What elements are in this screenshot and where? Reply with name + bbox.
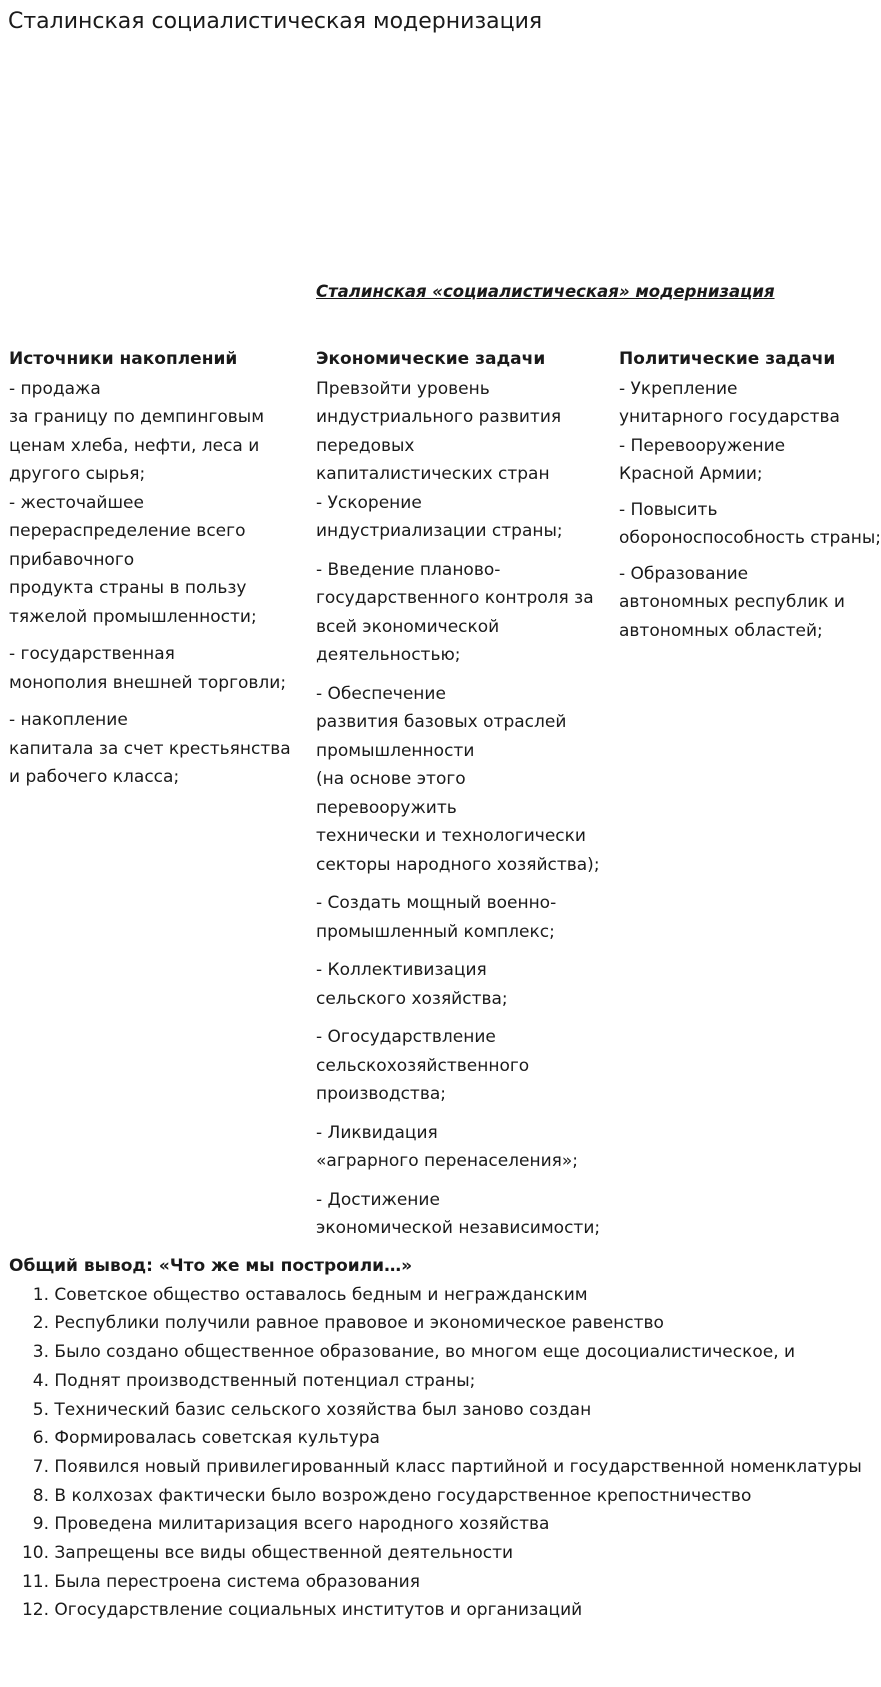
conclusion-section — [9, 1252, 862, 1625]
list-item-line: - Введение планово- — [316, 559, 501, 580]
list-item-line: тяжелой промышленности; — [9, 606, 257, 627]
conclusion-item — [9, 1396, 841, 1425]
list-item-line: развития базовых отраслей — [316, 712, 567, 732]
list-item — [619, 375, 841, 489]
list-item-line: - Укрепление — [619, 378, 738, 399]
list-item-line: другого сырья; — [9, 464, 146, 484]
list-item-line: автономных республик и — [619, 592, 845, 612]
list-item-line: - жесточайшее — [9, 492, 144, 513]
conclusion-item — [9, 1424, 841, 1453]
political-heading: Политические задачи — [619, 349, 836, 369]
list-item-line: капиталистических стран — [316, 464, 550, 484]
list-item-line: передовых — [316, 435, 415, 456]
sources-heading: Источники накоплений — [9, 349, 238, 369]
conclusion-item — [9, 1568, 841, 1597]
list-item-line: продукта страны в пользу — [9, 578, 247, 598]
list-item-line: Превзойти уровень — [316, 378, 490, 399]
conclusion-item — [9, 1510, 841, 1539]
conclusion-item-number: 10. — [21, 1543, 49, 1564]
conclusion-item — [9, 1482, 841, 1511]
conclusion-item-text: Было создано общественное образование, во многом еще досоциалистическое, и — [54, 1342, 796, 1363]
list-item — [9, 640, 314, 697]
list-item — [9, 706, 314, 792]
list-item — [316, 375, 616, 546]
conclusion-list — [9, 1281, 862, 1625]
conclusion-item-number: 7. — [32, 1456, 49, 1477]
list-item-line: - Ускорение — [316, 492, 422, 513]
list-item-line: - Повысить — [619, 499, 718, 520]
list-item-line: обороноспособность страны; — [619, 528, 881, 548]
conclusion-item-text: Поднят производственный потенциал страны; — [54, 1370, 476, 1391]
conclusion-item-number: 8. — [32, 1485, 49, 1506]
list-item-line: - Перевооружение — [619, 435, 786, 456]
conclusion-item-text: Проведена милитаризация всего народного хозяйства — [54, 1514, 550, 1535]
list-item-line: производства; — [316, 1084, 446, 1104]
political-column — [619, 345, 881, 652]
list-item-line: - Огосударствление — [316, 1027, 496, 1047]
conclusion-item-number: 1. — [32, 1284, 49, 1305]
list-item-line: технически и технологически — [316, 826, 586, 846]
list-item-line: - Образование — [619, 563, 749, 584]
list-item — [619, 560, 845, 646]
list-item-line: - Коллективизация — [316, 960, 487, 980]
list-item-line: сельскохозяйственного — [316, 1055, 530, 1076]
conclusion-item-number: 5. — [32, 1399, 49, 1420]
political-list — [619, 375, 881, 646]
conclusion-item-number: 4. — [32, 1370, 49, 1391]
conclusion-item-text: В колхозах фактически было возрождено государственное крепостничество — [54, 1485, 752, 1506]
conclusion-item-number: 12. — [21, 1600, 49, 1621]
conclusion-item — [9, 1596, 841, 1625]
conclusion-item-text: Огосударствление социальных институтов и организаций — [54, 1600, 583, 1621]
list-item — [316, 1023, 616, 1109]
list-item-line: Красной Армии; — [619, 464, 763, 484]
conclusion-item-text: Советское общество оставалось бедным и негражданским — [54, 1284, 588, 1305]
economic-column — [316, 345, 616, 1253]
list-item — [316, 889, 616, 946]
page-title: Сталинская социалистическая модернизация — [8, 9, 543, 34]
list-item-line: «аграрного перенаселения»; — [316, 1151, 579, 1171]
conclusion-item-number: 2. — [32, 1313, 49, 1334]
list-item-line: промышленный комплекс; — [316, 921, 555, 942]
conclusion-item-text: Формировалась советская культура — [54, 1428, 380, 1449]
list-item-line: за границу по демпинговым — [9, 407, 265, 427]
list-item — [316, 956, 616, 1013]
conclusion-item-text: Республики получили равное правовое и экономическое равенство — [54, 1313, 664, 1334]
conclusion-item-text: Появился новый привилегированный класс партийной и государственной номенклатуры — [54, 1456, 862, 1477]
list-item — [316, 556, 616, 670]
list-item-line: индустриализации страны; — [316, 521, 563, 541]
list-item-line: экономической независимости; — [316, 1218, 601, 1238]
list-item-line: автономных областей; — [619, 620, 823, 641]
list-item-line: перераспределение всего — [9, 521, 246, 541]
list-item-line: и рабочего класса; — [9, 767, 180, 787]
list-item-line: государственного контроля за — [316, 588, 594, 608]
conclusion-item-number: 6. — [32, 1428, 49, 1449]
list-item-line: - Достижение — [316, 1189, 440, 1210]
list-item-line: - государственная — [9, 644, 175, 664]
sources-list — [9, 375, 314, 792]
list-item-line: сельского хозяйства; — [316, 988, 508, 1009]
list-item-line: - Создать мощный военно- — [316, 893, 557, 913]
list-item-line: - накопление — [9, 710, 128, 730]
list-item-line: (на основе этого — [316, 769, 466, 789]
list-item-line: капитала за счет крестьянства — [9, 738, 291, 759]
list-item-line: - Ликвидация — [316, 1122, 438, 1143]
economic-list — [316, 375, 616, 1243]
list-item — [316, 1119, 616, 1176]
list-item-line: секторы народного хозяйства); — [316, 854, 600, 875]
list-item-line: промышленности — [316, 740, 475, 761]
conclusion-item — [9, 1309, 841, 1338]
conclusion-item-number: 3. — [32, 1342, 49, 1363]
list-item-line: прибавочного — [9, 549, 135, 570]
list-item-line: - Обеспечение — [316, 683, 446, 704]
list-item-line: всей экономической — [316, 616, 500, 637]
list-item — [9, 375, 314, 632]
list-item — [619, 496, 881, 553]
list-item-line: индустриального развития — [316, 407, 562, 427]
conclusion-item — [9, 1539, 841, 1568]
list-item-line: ценам хлеба, нефти, леса и — [9, 435, 260, 456]
list-item-line: унитарного государства — [619, 407, 840, 427]
economic-heading: Экономические задачи — [316, 349, 546, 369]
conclusion-item-text: Запрещены все виды общественной деятельности — [54, 1543, 514, 1564]
list-item-line: деятельностью; — [316, 645, 461, 665]
sources-column — [9, 345, 314, 801]
conclusion-item — [9, 1338, 841, 1367]
conclusion-item-text: Была перестроена система образования — [54, 1571, 420, 1592]
conclusion-title: Общий вывод: «Что же мы построили…» — [9, 1256, 413, 1276]
conclusion-item-number: 11. — [21, 1571, 49, 1592]
conclusion-item — [9, 1281, 841, 1310]
list-item-line: - продажа — [9, 378, 101, 399]
conclusion-item-number: 9. — [32, 1514, 49, 1535]
list-item — [316, 1186, 616, 1243]
conclusion-item — [9, 1367, 841, 1396]
conclusion-item — [9, 1453, 862, 1482]
list-item-line: перевооружить — [316, 797, 457, 818]
list-item-line: монополия внешней торговли; — [9, 672, 287, 693]
document-heading: Сталинская «социалистическая» модернизация — [316, 282, 775, 301]
list-item — [316, 680, 616, 880]
conclusion-item-text: Технический базис сельского хозяйства был заново создан — [54, 1399, 592, 1420]
